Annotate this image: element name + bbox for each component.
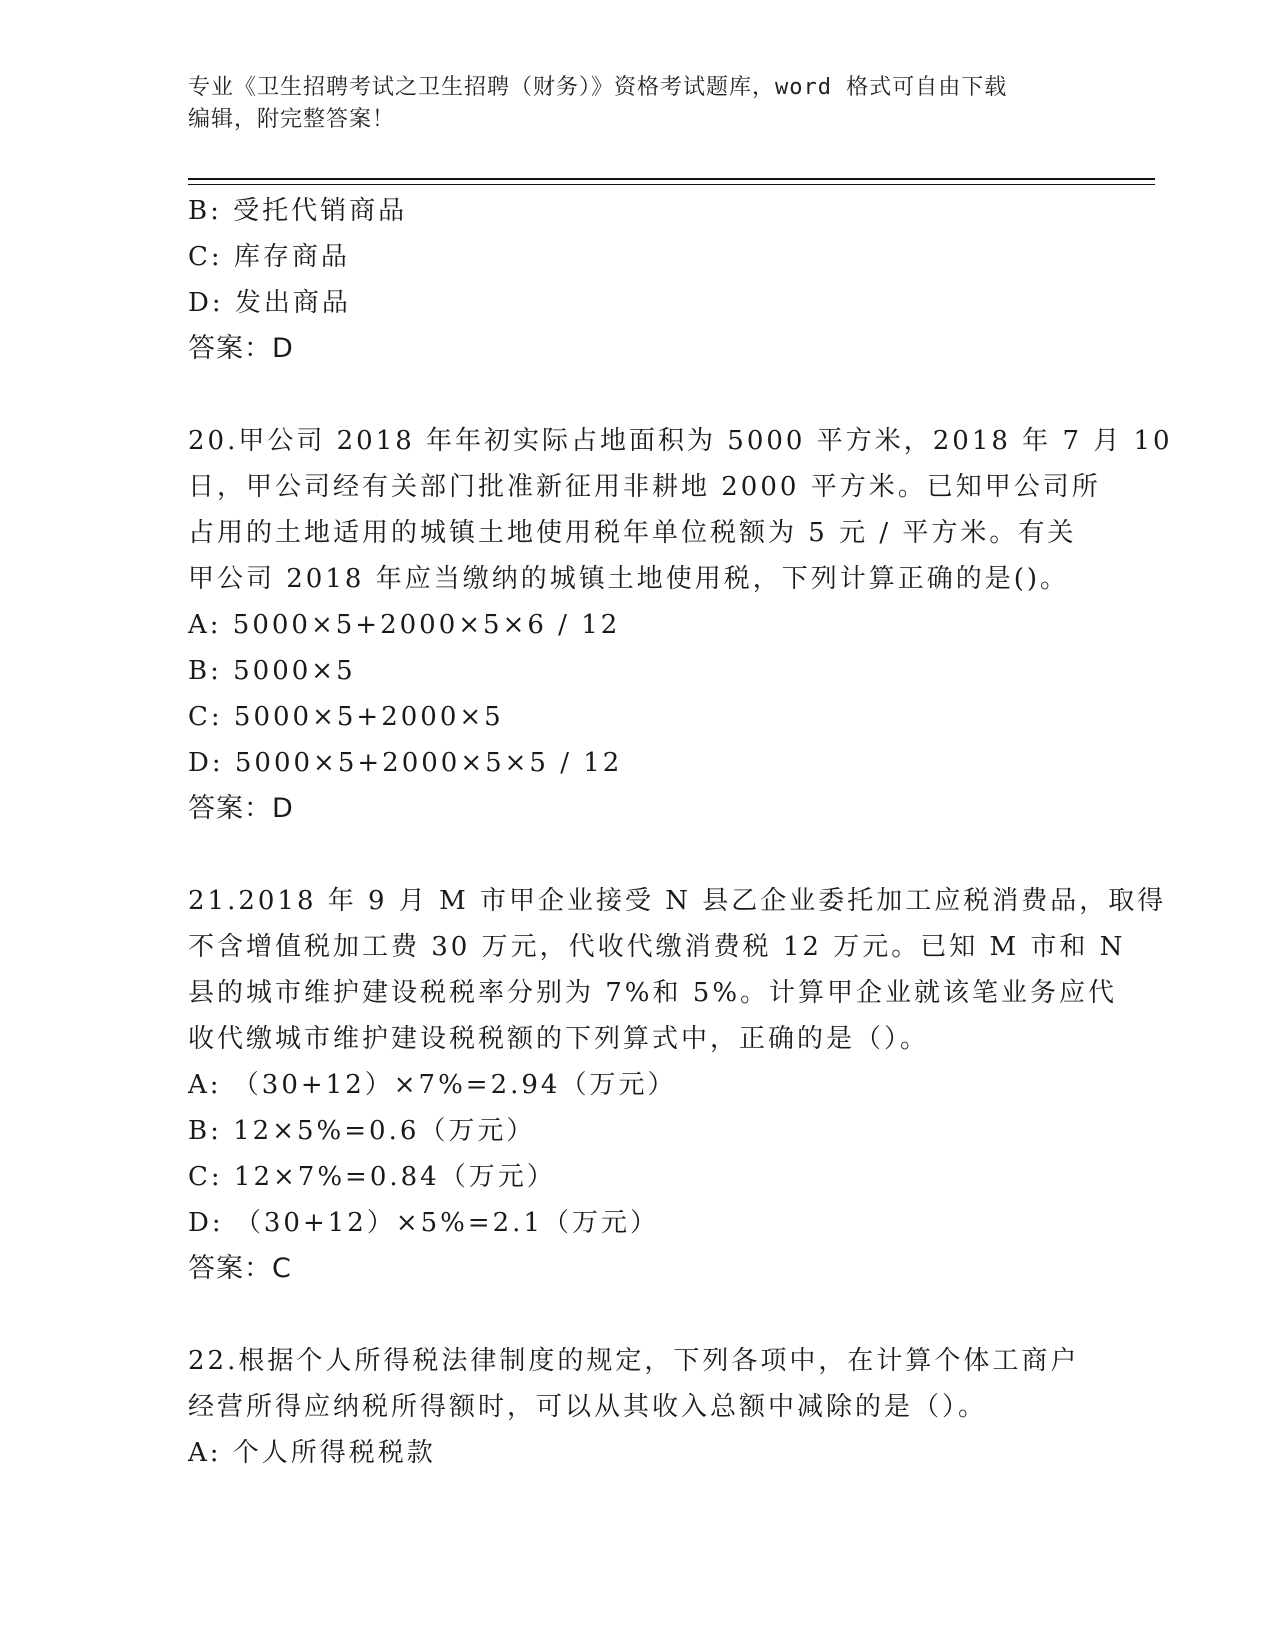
option-b: B: 12×5%=0.6（万元） bbox=[188, 1116, 536, 1146]
option-a: A: 个人所得税税款 bbox=[188, 1438, 436, 1468]
question-stem-line: 20.甲公司 2018 年年初实际占地面积为 5000 平方米，2018 年 7 月 10 bbox=[188, 426, 1173, 456]
header-line-1: 专业《卫生招聘考试之卫生招聘（财务）》资格考试题库，word 格式可自由下载 bbox=[188, 75, 1008, 100]
question-content bbox=[188, 188, 1173, 1476]
question-20 bbox=[188, 418, 1173, 832]
question-22 bbox=[188, 1338, 1088, 1476]
question-stem-line: 经营所得应纳税所得额时，可以从其收入总额中减除的是（）。 bbox=[188, 1392, 988, 1422]
option-c: C: 5000×5+2000×5 bbox=[188, 702, 504, 732]
question-21 bbox=[188, 878, 1167, 1292]
question-stem-line: 甲公司 2018 年应当缴纳的城镇土地使用税，下列计算正确的是()。 bbox=[188, 564, 1069, 594]
question-stem-line: 占用的土地适用的城镇土地使用税年单位税额为 5 元 / 平方米。有关 bbox=[188, 518, 1077, 548]
answer-line: 答案：C bbox=[188, 1253, 292, 1284]
option-d: D: 发出商品 bbox=[188, 288, 351, 318]
spacer bbox=[188, 832, 1088, 878]
option-c: C: 库存商品 bbox=[188, 242, 350, 272]
option-a: A: （30+12）×7%=2.94（万元） bbox=[188, 1070, 677, 1100]
answer-line: 答案：D bbox=[188, 793, 294, 824]
option-a: A: 5000×5+2000×5×6 / 12 bbox=[188, 610, 621, 640]
question-stem-line: 21.2018 年 9 月 M 市甲企业接受 N 县乙企业委托加工应税消费品，取得 bbox=[188, 886, 1167, 916]
answer-line: 答案：D bbox=[188, 333, 294, 364]
spacer bbox=[188, 372, 1088, 418]
question-stem-line: 收代缴城市维护建设税税额的下列算式中，正确的是（）。 bbox=[188, 1024, 930, 1054]
question-stem-line: 不含增值税加工费 30 万元，代收代缴消费税 12 万元。已知 M 市和 N bbox=[188, 932, 1126, 962]
question-stem-line: 县的城市维护建设税税率分别为 7%和 5%。计算甲企业就该笔业务应代 bbox=[188, 978, 1118, 1008]
option-c: C: 12×7%=0.84（万元） bbox=[188, 1162, 556, 1192]
option-d: D: 5000×5+2000×5×5 / 12 bbox=[188, 748, 623, 778]
question-stem-line: 22.根据个人所得税法律制度的规定，下列各项中，在计算个体工商户 bbox=[188, 1346, 1080, 1376]
header-divider-thin bbox=[188, 184, 1155, 185]
option-d: D: （30+12）×5%=2.1（万元） bbox=[188, 1208, 659, 1238]
question-stem-line: 日，甲公司经有关部门批准新征用非耕地 2000 平方米。已知甲公司所 bbox=[188, 472, 1101, 502]
option-b: B: 受托代销商品 bbox=[188, 196, 408, 226]
header-divider-thick bbox=[188, 178, 1155, 180]
spacer bbox=[188, 1292, 1088, 1338]
option-b: B: 5000×5 bbox=[188, 656, 356, 686]
question-19-continued bbox=[188, 188, 1088, 372]
document-header bbox=[188, 72, 1088, 136]
header-line-2: 编辑，附完整答案！ bbox=[188, 107, 396, 132]
